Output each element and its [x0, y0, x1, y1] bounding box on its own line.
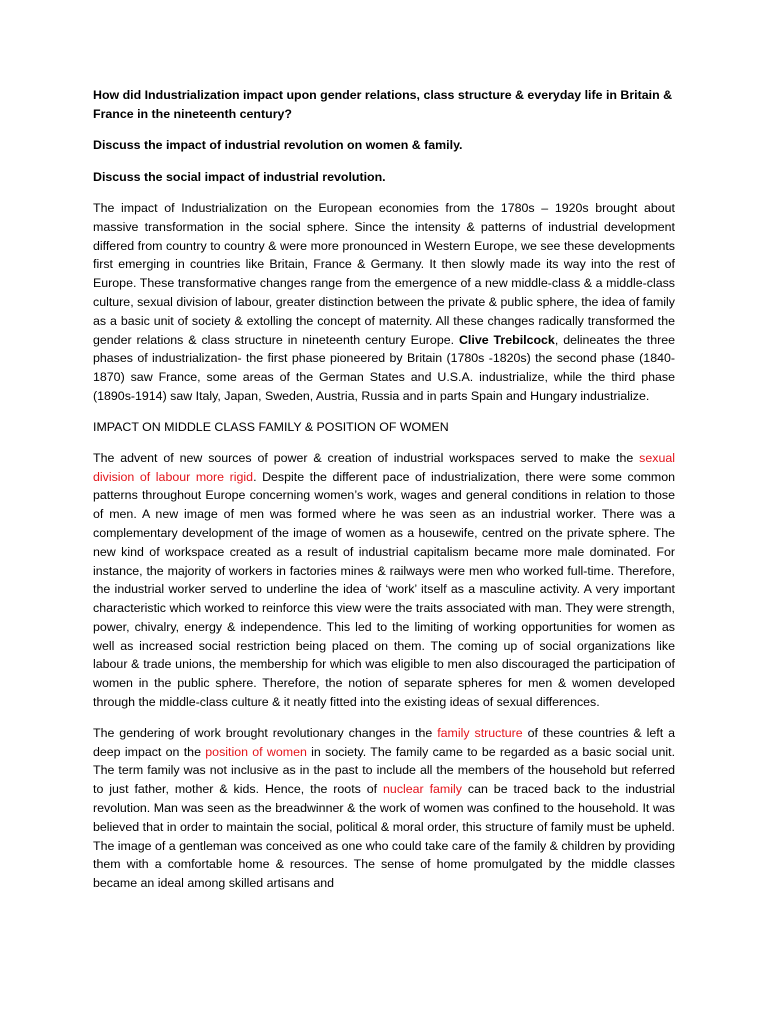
paragraph-3 — [93, 724, 675, 893]
paragraph-2 — [93, 449, 675, 712]
intro-text-1: The impact of Industrialization on the European economies from the 1780s – 1920s brought about massive transformation in the social sphere. Since the intensity & patterns of industrial development differed from country to country & were more pronounced in Western Europe, we see these developments first emerging in countries like Britain, France & Germany. It then slowly made its way into the rest of Europe. These transformative changes range from the emergence of a new middle-class & a middle-class culture, sexual division of labour, greater distinction between the private & public sphere, the idea of family as a basic unit of society & extolling the concept of maternity. All these changes radically transformed the gender relations & class structure in nineteenth century Europe. — [93, 200, 675, 347]
para2-highlight-1: sexual division of labour more rigid — [93, 450, 675, 484]
document-page — [93, 86, 675, 905]
para3-highlight-1: family structure — [437, 725, 523, 740]
para3-highlight-2: position of women — [205, 744, 307, 759]
para3-text-1: The gendering of work brought revolutionary changes in the — [93, 725, 438, 740]
question-1: How did Industrialization impact upon gender relations, class structure & everyday life in Britain & France in the nineteenth century? — [93, 88, 673, 121]
intro-paragraph — [93, 199, 675, 406]
section-heading: IMPACT ON MIDDLE CLASS FAMILY & POSITION OF WOMEN — [93, 419, 449, 434]
question-2: Discuss the impact of industrial revolution on women & family. — [93, 138, 463, 153]
author-name: Clive Trebilcock — [458, 332, 555, 347]
intro-text-2: , delineates the three phases of industrialization- the first phase pioneered by Britain (1780s -1820s) the second phase (1840-1870) saw France, some areas of the German States and U.S.A. industrialize, while the third phase (1890s-1914) saw Italy, Japan, Sweden, Austria, Russia and in parts Spain and Hungary industrialize. — [93, 332, 675, 403]
para3-highlight-3: nuclear family — [383, 782, 462, 797]
para3-text-3: in society. The family came to be regarded as a basic social unit. The term family was not inclusive as in the past to include all the members of the household but referred to just father, mother & kids. Hence, the roots of — [93, 744, 676, 797]
para3-text-2: of these countries & left a deep impact on the — [93, 725, 676, 759]
para3-text-4: can be traced back to the industrial revolution. Man was seen as the breadwinner & the work of women was confined to the household. It was believed that in order to maintain the social, political & moral order, this structure of family must be upheld. The image of a gentleman was conceived as one who could take care of the family & children by providing them with a comfortable home & resources. The sense of home promulgated by the middle classes became an ideal among skilled artisans and — [93, 782, 675, 891]
para2-text-1: The advent of new sources of power & creation of industrial workspaces served to make the — [93, 450, 640, 465]
para2-text-2: . Despite the different pace of industrialization, there were some common patterns throughout Europe concerning women’s work, wages and general conditions in relation to those of men. A new image of men was formed where he was seen as an industrial worker. There was a complementary development of the image of women as a housewife, centred on the private sphere. The new kind of workspace created as a result of industrial capitalism became more male dominated. For instance, the majority of workers in factories mines & railways were men who worked full-time. Therefore, the industrial worker served to underline the idea of ‘work’ itself as a masculine activity. A very important characteristic which worked to reinforce this view were the traits associated with man. They were strength, power, chivalry, energy & independence. This led to the limiting of working opportunities for women as well as increased social restriction being placed on them. The coming up of social organizations like labour & trade unions, the membership for which was eligible to men also discouraged the participation of women in the public sphere. Therefore, the notion of separate spheres for men & women developed through the middle-class culture & it neatly fitted into the existing ideas of sexual differences. — [93, 469, 676, 710]
question-3: Discuss the social impact of industrial revolution. — [93, 169, 386, 184]
